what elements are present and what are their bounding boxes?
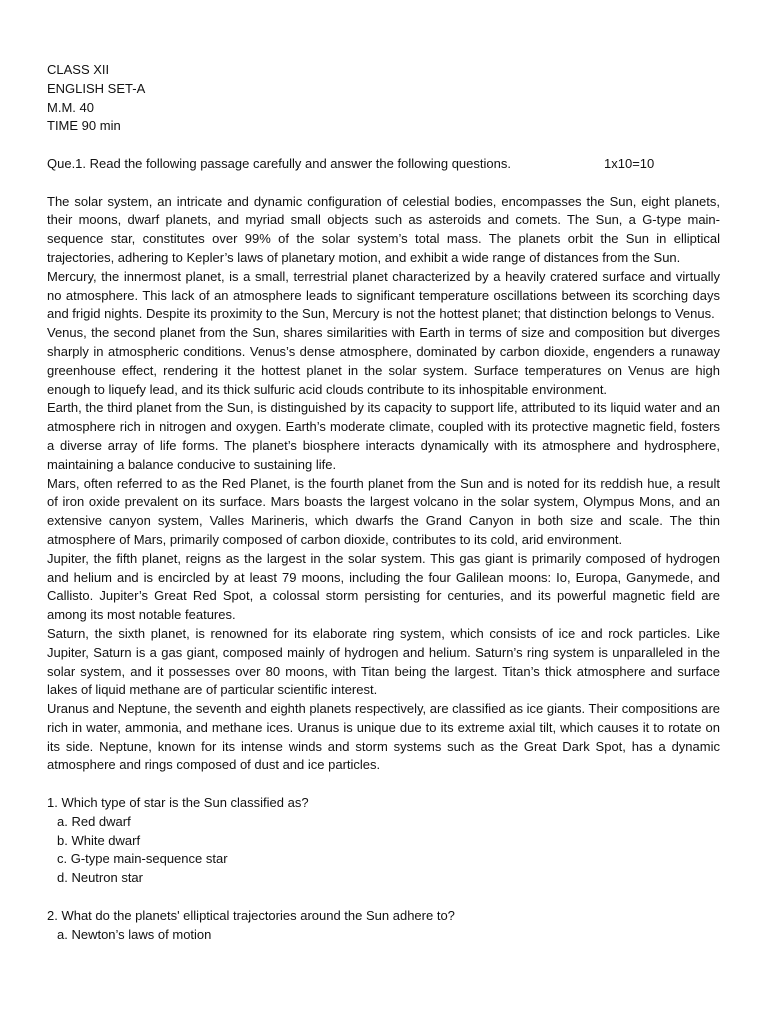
spacer [47, 775, 720, 794]
question-text: 1. Which type of star is the Sun classified as? [47, 795, 309, 811]
passage-paragraph: Earth, the third planet from the Sun, is distinguished by its capacity to support life, attributed to its liquid water and an atmosphere rich in nitrogen and oxygen. Earth’s moderate climate, coupled with its protective magnetic field, fosters a diverse array of life forms. The planet’s biosphere interacts dynamically with its atmosphere and hydrosphere, maintaining a balance conducive to sustaining life. [47, 400, 720, 472]
answer-option: c. G-type main-sequence star [57, 851, 228, 867]
exam-page [47, 61, 720, 944]
answer-option: d. Neutron star [57, 870, 143, 886]
passage-paragraph: The solar system, an intricate and dynamic configuration of celestial bodies, encompasses the Sun, eight planets, their moons, dwarf planets, and myriad small objects such as asteroids and comets. The Sun, a G-type main-sequence star, constitutes over 99% of the solar system’s total mass. The planets orbit the Sun in elliptical trajectories, adhering to Kepler’s laws of planetary motion, and exhibit a wide range of distances from the Sun. [47, 193, 720, 265]
question-1-instruction: Que.1. Read the following passage carefully and answer the following questions. [47, 155, 511, 171]
passage-paragraph: Jupiter, the fifth planet, reigns as the largest in the solar system. This gas giant is primarily composed of hydrogen and helium and is encircled by at least 79 moons, including the four Galilean moons: Io, Europa, Ganymede, and Callisto. Jupiter’s Great Red Spot, a colossal storm persisting for centuries, and its powerful magnetic field are among its most notable features. [47, 550, 720, 623]
question-block [47, 907, 720, 945]
question-text: 2. What do the planets' elliptical trajectories around the Sun adhere to? [47, 907, 455, 923]
subject-label: ENGLISH SET-A [47, 80, 146, 96]
time-label: TIME 90 min [47, 118, 121, 134]
passage-paragraph: Venus, the second planet from the Sun, shares similarities with Earth in terms of size and composition but diverges sharply in atmospheric conditions. Venus’s dense atmosphere, dominated by carbon dioxide, engenders a runaway greenhouse effect, rendering it the hottest planet in the solar system. Surface temperatures on Venus are high enough to liquefy lead, and its thick sulfuric acid clouds contribute to its inhospitable environment. [47, 325, 720, 397]
class-label: CLASS XII [47, 62, 110, 77]
passage-paragraph: Mars, often referred to as the Red Planet, is the fourth planet from the Sun and is noted for its reddish hue, a result of iron oxide prevalent on its surface. Mars boasts the largest volcano in the solar system, Olympus Mons, and an extensive canyon system, Valles Marineris, which dwarfs the Grand Canyon in both size and scale. The thin atmosphere of Mars, primarily composed of carbon dioxide, contributes to its cold, arid environment. [47, 475, 720, 547]
passage-paragraph: Mercury, the innermost planet, is a small, terrestrial planet characterized by a heavily cratered surface and virtually no atmosphere. This lack of an atmosphere leads to significant temperature oscillations between its scorching days and frigid nights. Despite its proximity to the Sun, Mercury is not the hottest planet; that distinction belongs to Venus. [47, 268, 720, 322]
spacer [47, 136, 720, 155]
max-marks-label: M.M. 40 [47, 99, 94, 115]
spacer [47, 888, 720, 907]
passage-paragraph: Saturn, the sixth planet, is renowned for its elaborate ring system, which consists of ice and rock particles. Like Jupiter, Saturn is a gas giant, composed mainly of hydrogen and helium. Saturn’s ring system is unparalleled in the solar system, and it possesses over 80 moons, with Titan being the largest. Titan’s thick atmosphere and surface lakes of liquid methane are of particular scientific interest. [47, 625, 720, 698]
passage-paragraph: Uranus and Neptune, the seventh and eighth planets respectively, are classified as ice giants. Their compositions are rich in water, ammonia, and methane ices. Uranus is unique due to its extreme axial tilt, which causes it to rotate on its side. Neptune, known for its intense winds and storm systems such as the Great Dark Spot, has a dynamic atmosphere and rings composed of dust and ice particles. [47, 701, 721, 773]
spacer [47, 174, 720, 193]
answer-option: a. Newton’s laws of motion [57, 926, 212, 942]
question-block [47, 794, 720, 888]
question-1-marks: 1x10=10 [604, 155, 655, 171]
answer-option: a. Red dwarf [57, 813, 131, 829]
passage [47, 193, 720, 776]
answer-option: b. White dwarf [57, 832, 141, 848]
question-1-heading [47, 155, 720, 174]
